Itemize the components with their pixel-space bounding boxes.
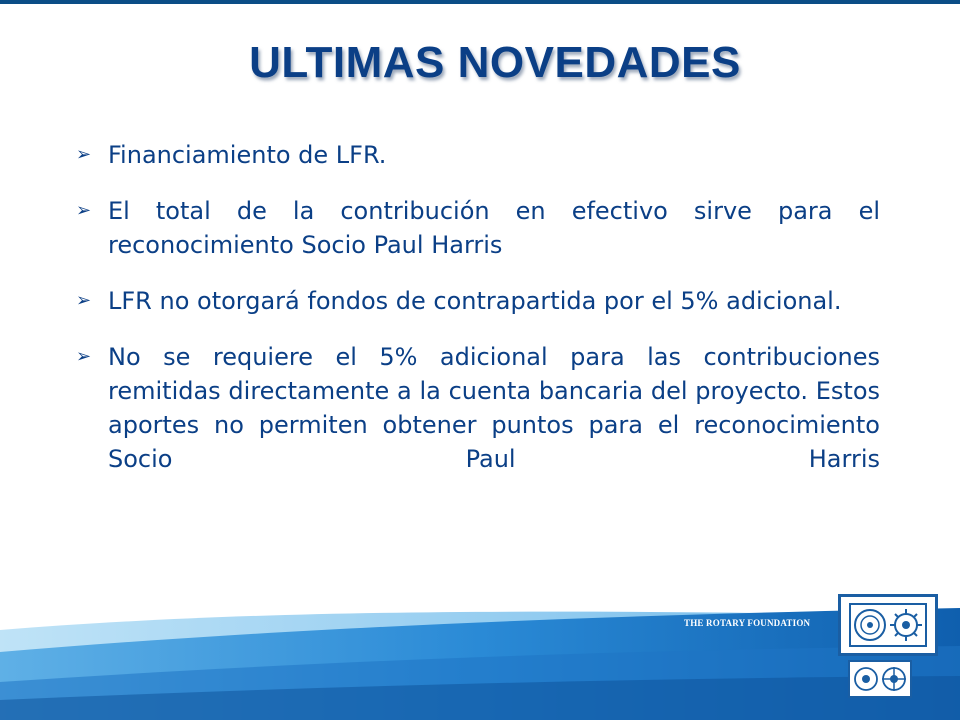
bullet-item [74,138,880,172]
slide-title: ULTIMAS NOVEDADES [249,38,741,87]
rotary-emblem-small-icon [848,660,912,698]
bullet-item [74,284,880,318]
foundation-label: THE ROTARY FOUNDATION [684,618,811,628]
bullet-text: No se requiere el 5% adicional para las contribuciones remitidas directamente a la cuenta bancaria del proyecto. Estos aportes no permiten obtener puntos para el reconocimiento Socio Paul Harris [108,343,880,473]
bullet-text: Financiamiento de LFR. [108,141,387,169]
rotary-logo-frame [838,594,938,656]
rotary-emblem-icon [849,603,927,647]
top-rule [0,0,960,4]
bullet-text: LFR no otorgará fondos de contrapartida por el 5% adicional. [108,287,842,315]
bullet-text: El total de la contribución en efectivo sirve para el reconocimiento Socio Paul Harris [108,197,880,259]
arrow-right-icon: ➢ [76,290,92,311]
arrow-right-icon: ➢ [76,144,92,165]
bullet-item [74,340,880,476]
bullet-item [74,194,880,262]
footer-wave-band [0,590,960,720]
arrow-right-icon: ➢ [76,346,92,367]
bullet-list [74,138,880,498]
arrow-right-icon: ➢ [76,200,92,221]
